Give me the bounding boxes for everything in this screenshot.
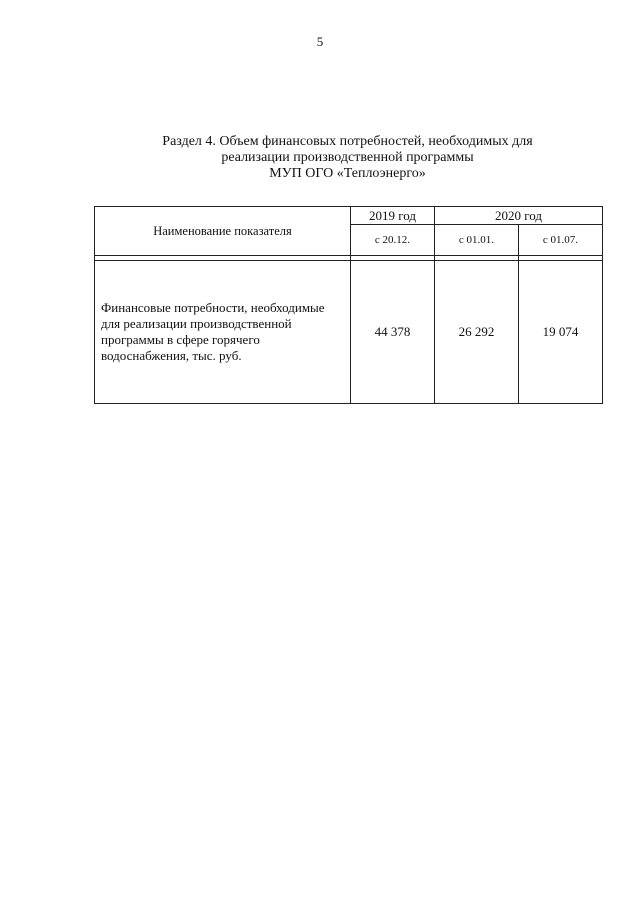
section-title bbox=[95, 134, 600, 182]
header-indicator-name: Наименование показателя bbox=[95, 207, 351, 256]
header-year-2019: 2019 год bbox=[351, 207, 435, 225]
row-value-2019: 44 378 bbox=[351, 261, 435, 404]
header-date-2020-jan: с 01.01. bbox=[435, 225, 519, 256]
header-date-2020-jul: с 01.07. bbox=[519, 225, 603, 256]
row-value-2020-jul: 19 074 bbox=[519, 261, 603, 404]
table-row bbox=[95, 261, 603, 404]
header-year-2020: 2020 год bbox=[435, 207, 603, 225]
row-indicator-name: Финансовые потребности, необходимые для реализации производственной программы в сфере горячего водоснабжения, тыс. руб. bbox=[95, 261, 351, 404]
section-title-line-3: МУП ОГО «Теплоэнерго» bbox=[269, 166, 426, 181]
page-number: 5 bbox=[316, 34, 324, 49]
row-value-2020-jan: 26 292 bbox=[435, 261, 519, 404]
section-title-line-2: реализации производственной программы bbox=[221, 150, 474, 165]
table-header-row bbox=[95, 207, 603, 225]
financial-needs-table bbox=[94, 206, 603, 404]
header-date-2019: с 20.12. bbox=[351, 225, 435, 256]
section-title-line-1: Раздел 4. Объем финансовых потребностей, необходимых для bbox=[162, 134, 533, 149]
